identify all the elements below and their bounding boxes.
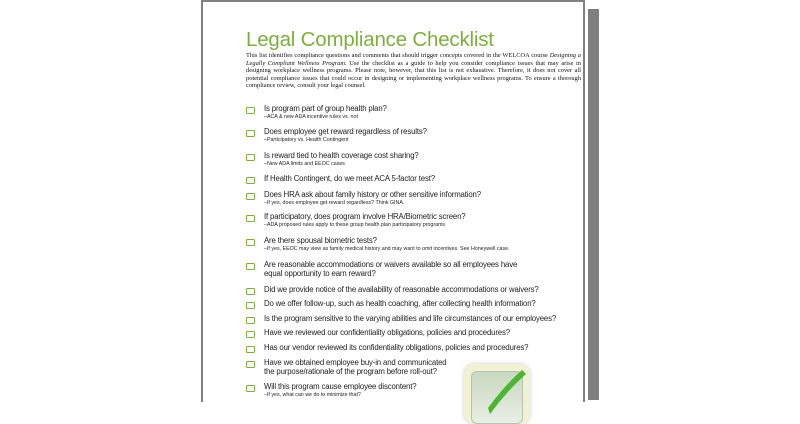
question-text: Are there spousal biometric tests? [264, 236, 377, 245]
checkbox[interactable] [246, 130, 255, 137]
checkbox[interactable] [246, 385, 255, 392]
checkbox[interactable] [246, 331, 255, 338]
checkbox[interactable] [246, 193, 255, 200]
question-text: Is reward tied to health coverage cost sharing? [264, 151, 419, 160]
question-note: –If yes, EEOC may view as family medical history and may want to omit incentives. See Honeywell case. [264, 246, 510, 252]
intro-text-cont: Use the checklist as a guide to help you consider compliance issues that may arise in designing workplace wellness programs. Please note, however, that this list is not exhaustive. Therefore, it does not cover all potential compliance issues that could occur in designing or implementing workplace wellness programs. To ensure a thorough compliance review, consult your legal counsel. [246, 59, 582, 90]
question-text: Is the program sensitive to the varying abilities and life circumstances of our employees? [264, 314, 557, 323]
question-note: –ADA proposed rules apply to these group health plan participatory programs [264, 222, 446, 228]
checkbox[interactable] [246, 107, 255, 114]
checkbox[interactable] [246, 177, 255, 184]
checkbox[interactable] [246, 263, 255, 270]
checkbox[interactable] [246, 239, 255, 246]
question-text-line2: the purpose/rationale of the program before roll-out? [264, 367, 437, 376]
intro-text: This list identifies compliance questions and comments that should trigger concepts covered in the WELCOA course [246, 52, 550, 59]
checkbox[interactable] [246, 288, 255, 295]
checkbox[interactable] [246, 215, 255, 222]
question-text: Will this program cause employee discontent? [264, 382, 417, 391]
question-note: –ACA & new ADA incentive rules vs. not [264, 114, 358, 120]
intro-paragraph [246, 52, 581, 90]
course-name: Designing a Legally Compliant Wellness Program. [246, 52, 581, 67]
question-text: Has our vendor reviewed its confidentiality obligations, policies and procedures? [264, 343, 529, 352]
checkmark-badge-icon [464, 364, 530, 424]
checkbox[interactable] [246, 154, 255, 161]
question-note: –If yes, does employee get reward regardless? Think GINA. [264, 200, 405, 206]
checkbox[interactable] [246, 302, 255, 309]
question-text: Are reasonable accommodations or waivers available so all employees have [264, 260, 518, 269]
question-text: Is program part of group health plan? [264, 104, 387, 113]
checkbox[interactable] [246, 346, 255, 353]
question-text: Do we offer follow-up, such as health coaching, after collecting health information? [264, 299, 536, 308]
question-note: –If yes, what can we do to minimize that? [264, 392, 361, 398]
page-shadow [588, 9, 599, 400]
checkbox[interactable] [246, 361, 255, 368]
question-text: Have we reviewed our confidentiality obligations, policies and procedures? [264, 328, 510, 337]
checkbox[interactable] [246, 317, 255, 324]
question-note: –Participatory vs. Health Contingent [264, 137, 349, 143]
page-title: Legal Compliance Checklist [246, 28, 494, 51]
question-text: If Health Contingent, do we meet ACA 5-factor test? [264, 174, 435, 183]
question-text: Does HRA ask about family history or other sensitive information? [264, 190, 481, 199]
question-text: Did we provide notice of the availability of reasonable accommodations or waivers? [264, 285, 539, 294]
question-text: Does employee get reward regardless of results? [264, 127, 427, 136]
question-note: –New ADA limits and EEOC cases [264, 161, 345, 167]
question-text: Have we obtained employee buy-in and communicated [264, 358, 447, 367]
question-text-line2: equal opportunity to earn reward? [264, 269, 376, 278]
question-text: If participatory, does program involve HRA/Biometric screen? [264, 212, 466, 221]
